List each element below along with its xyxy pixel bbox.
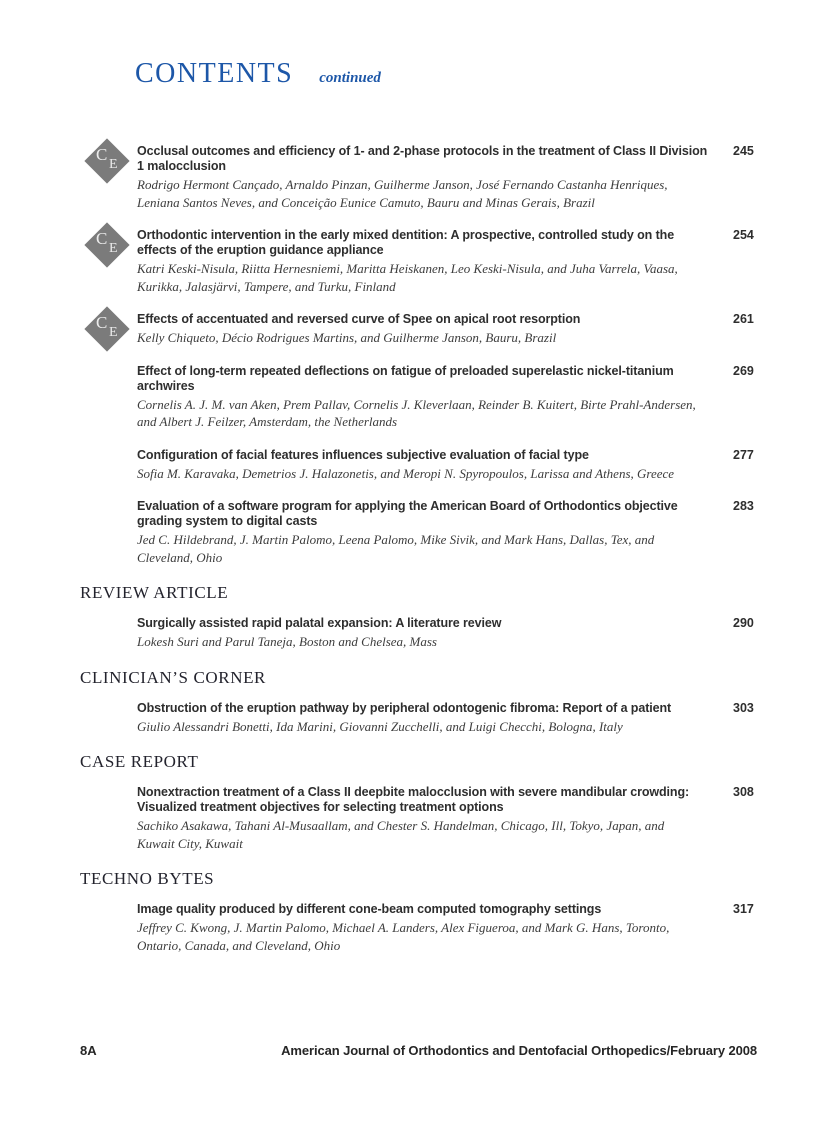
article-list <box>80 144 757 954</box>
article-authors: Sachiko Asakawa, Tahani Al-Musaallam, and Chester S. Handelman, Chicago, Ill, Tokyo, Japan, and Kuwait City, Kuwait <box>137 818 665 851</box>
toc-article <box>137 701 757 736</box>
article-page-number: 308 <box>733 785 754 799</box>
article-authors: Jeffrey C. Kwong, J. Martin Palomo, Michael A. Landers, Alex Figueroa, and Mark G. Hans, Toronto, Ontario, Canada, and Cleveland, Ohio <box>137 920 670 953</box>
section-heading-review-article: REVIEW ARTICLE <box>80 583 229 602</box>
ce-letter-c: C <box>96 145 108 164</box>
folio-page-number: 8A <box>80 1043 97 1058</box>
section-heading-techno-bytes: TECHNO BYTES <box>80 869 215 888</box>
article-title: Effect of long-term repeated deflections on fatigue of preloaded superelastic nickel-titanium archwires <box>137 363 674 393</box>
toc-article <box>137 499 757 566</box>
toc-article <box>137 364 757 431</box>
section-heading-clinicians-corner: CLINICIAN’S CORNER <box>80 667 266 687</box>
toc-article <box>137 448 757 483</box>
toc-article <box>96 228 757 295</box>
article-page-number: 277 <box>733 447 754 462</box>
ce-credit-icon <box>85 139 129 183</box>
article-title: Evaluation of a software program for applying the American Board of Orthodontics objective grading system to digital casts <box>137 499 678 528</box>
ce-letter-c: C <box>96 229 108 248</box>
article-title: Obstruction of the eruption pathway by peripheral odontogenic fibroma: Report of a patient <box>137 700 672 715</box>
toc-article <box>96 144 757 211</box>
article-authors: Lokesh Suri and Parul Taneja, Boston and Chelsea, Mass <box>137 634 437 649</box>
article-text <box>137 902 715 954</box>
article-authors: Sofia M. Karavaka, Demetrios J. Halazonetis, and Meropi N. Spyropoulos, Larissa and Athens, Greece <box>137 465 675 481</box>
article-page-number: 254 <box>733 228 754 242</box>
article-text <box>137 144 715 211</box>
article-page-number: 261 <box>733 312 754 326</box>
ce-letter-e: E <box>109 325 118 340</box>
page-footer <box>80 1043 757 1058</box>
article-text <box>137 448 715 483</box>
ce-letter-e: E <box>109 157 118 172</box>
article-text <box>137 364 715 431</box>
article-title: Orthodontic intervention in the early mixed dentition: A prospective, controlled study on the effects of the eruption guidance appliance <box>137 228 675 257</box>
toc-article <box>137 616 757 651</box>
article-authors: Cornelis A. J. M. van Aken, Prem Pallav, Cornelis J. Kleverlaan, Reinder B. Kuitert, Birte Prahl-Andersen, and Albert J. Feilzer, Amsterdam, the Netherlands <box>137 396 696 429</box>
article-title: Image quality produced by different cone-beam computed tomography settings <box>137 902 602 916</box>
article-text <box>137 616 715 651</box>
ce-letter-c: C <box>96 313 108 332</box>
article-text <box>137 312 715 347</box>
article-page-number: 317 <box>733 902 754 916</box>
toc-header <box>135 58 757 90</box>
ce-credit-icon <box>85 307 129 351</box>
article-title: Occlusal outcomes and efficiency of 1- and 2-phase protocols in the treatment of Class II Division 1 malocclusion <box>137 144 708 173</box>
continued-label: continued <box>319 70 381 86</box>
ce-letter-e: E <box>109 241 118 256</box>
article-page-number: 303 <box>733 700 754 715</box>
ce-credit-icon <box>85 223 129 267</box>
article-page-number: 245 <box>733 144 754 158</box>
article-title: Surgically assisted rapid palatal expansion: A literature review <box>137 616 502 630</box>
journal-running-title: American Journal of Orthodontics and Dentofacial Orthopedics/February 2008 <box>281 1043 757 1058</box>
article-title: Nonextraction treatment of a Class II deepbite malocclusion with severe mandibular crowding: Visualized treatment objectives for selecting treatment options <box>137 785 690 814</box>
article-authors: Kelly Chiqueto, Décio Rodrigues Martins, and Guilherme Janson, Bauru, Brazil <box>137 330 557 345</box>
toc-article <box>137 785 757 852</box>
article-authors: Rodrigo Hermont Cançado, Arnaldo Pinzan, Guilherme Janson, José Fernando Castanha Henriques, Leniana Santos Neves, and Conceição Eunice Camuto, Bauru and Minas Gerais, Brazil <box>137 177 668 210</box>
article-page-number: 269 <box>733 363 754 378</box>
toc-article <box>137 902 757 954</box>
article-text <box>137 785 715 852</box>
section-heading-case-report: CASE REPORT <box>80 752 199 771</box>
article-authors: Giulio Alessandri Bonetti, Ida Marini, Giovanni Zucchelli, and Luigi Checchi, Bologna, Italy <box>137 718 623 734</box>
toc-article <box>96 312 757 347</box>
article-text <box>137 228 715 295</box>
article-page-number: 283 <box>733 499 754 513</box>
article-title: Configuration of facial features influences subjective evaluation of facial type <box>137 447 589 462</box>
article-authors: Jed C. Hildebrand, J. Martin Palomo, Leena Palomo, Mike Sivik, and Mark Hans, Dallas, Tex, and Cleveland, Ohio <box>137 532 655 565</box>
article-text <box>137 701 715 736</box>
article-authors: Katri Keski-Nisula, Riitta Hernesniemi, Maritta Heiskanen, Leo Keski-Nisula, and Juha Varrela, Vaasa, Kurikka, Jalasjärvi, Tampere, and Turku, Finland <box>137 261 678 294</box>
article-page-number: 290 <box>733 616 754 630</box>
article-title: Effects of accentuated and reversed curve of Spee on apical root resorption <box>137 312 581 326</box>
article-text <box>137 499 715 566</box>
page-title: CONTENTS <box>135 58 294 89</box>
